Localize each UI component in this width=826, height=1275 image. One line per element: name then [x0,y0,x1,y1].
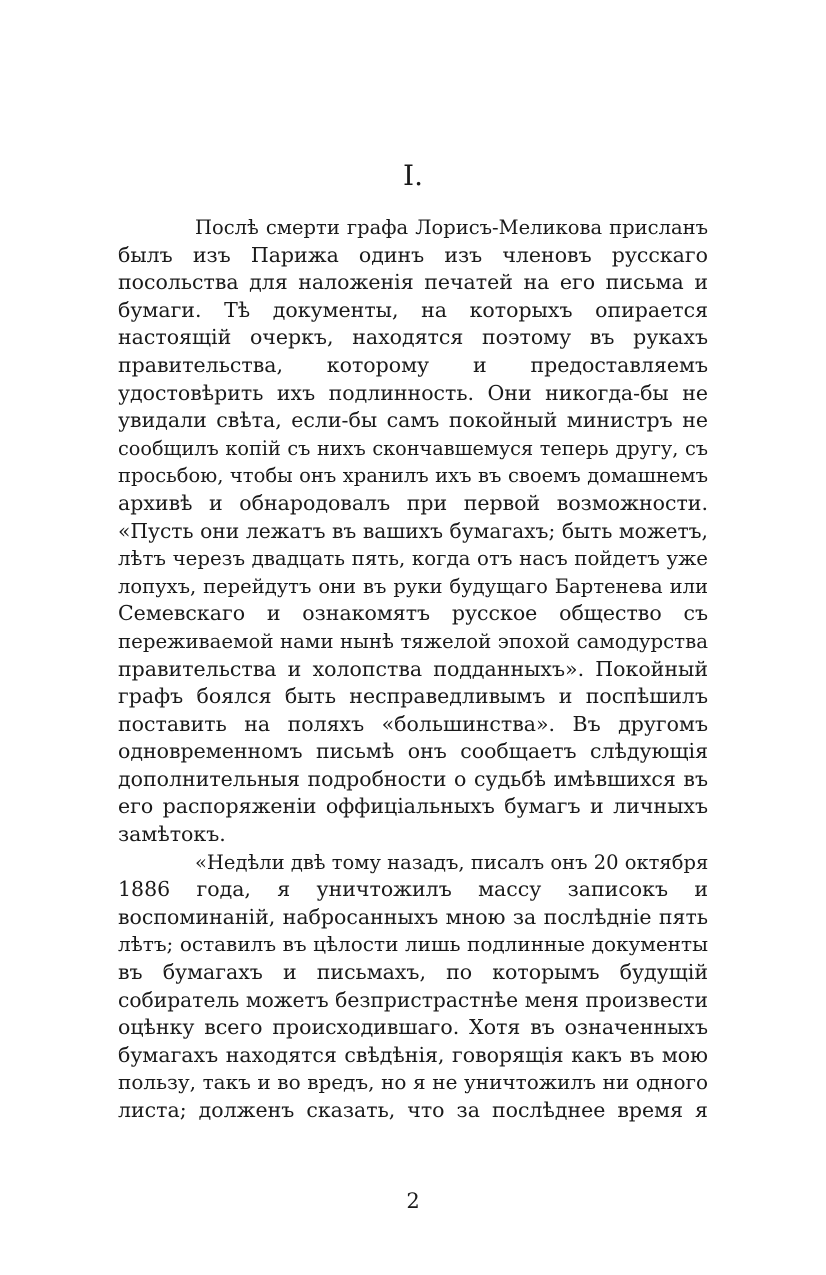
text-line: переживаемой нами нынѣ тяжелой эпохой самодурства [118,629,708,653]
text-line: Семевскаго и ознакомятъ русское общество съ [118,601,708,626]
text-line: поставить на поляхъ «большинства». Въ другомъ [118,711,708,736]
text-line: посольства для наложенія печатей на его письма и [118,270,708,295]
chapter-heading: I. [403,159,423,192]
text-line: 1886 года, я уничтожилъ массу записокъ и [118,877,708,902]
text-line: замѣтокъ. [118,822,226,847]
text-line: лопухъ, перейдутъ они въ руки будущаго Бартенева или [118,574,708,598]
text-line: лѣтъ черезъ двадцать пять, когда отъ насъ пойдетъ уже [118,547,708,571]
text-line: въ бумагахъ и письмахъ, по которымъ будущій [118,960,708,985]
text-line: Послѣ смерти графа Лорисъ-Меликова присланъ [195,216,708,239]
text-line: настоящій очеркъ, находятся поэтому въ рукахъ [118,325,708,350]
text-line: сообщилъ копій съ нихъ скончавшемуся теперь другу, съ [118,436,708,460]
text-line: просьбою, чтобы онъ хранилъ ихъ въ своемъ домашнемъ [118,464,708,488]
body-text [118,214,708,1125]
paragraph-2 [118,849,708,1125]
text-line: его распоряженіи оффиціальныхъ бумагъ и личныхъ [118,794,708,819]
text-line: «Недѣли двѣ тому назадъ, писалъ онъ 20 октября [195,850,709,874]
text-line: лѣтъ; оставилъ въ цѣлости лишь подлинные документы [118,932,708,957]
text-line: удостовѣрить ихъ подлинность. Они никогда-бы не [118,380,708,405]
text-line: бумаги. Тѣ документы, на которыхъ опирается [118,297,708,322]
text-line: оцѣнку всего происходившаго. Хотя въ означенныхъ [118,1015,708,1040]
text-line: правительства и холопства подданныхъ». Покойный [118,656,708,681]
text-line: правительства, которому и предоставляемъ [118,352,708,377]
text-line: увидали свѣта, если-бы самъ покойный министръ не [118,408,708,433]
text-line: пользу, такъ и во вредъ, но я не уничтожилъ ни одного [118,1070,708,1095]
text-line: дополнительныя подробности о судьбѣ имѣвшихся въ [118,766,708,791]
text-line: листа; долженъ сказать, что за послѣднее время я [118,1098,708,1122]
text-line: воспоминаній, набросанныхъ мною за послѣдніе пять [118,904,708,929]
page-number: 2 [406,1189,420,1213]
text-line: одновременномъ письмѣ онъ сообщаетъ слѣдующія [118,739,708,764]
text-line: бумагахъ находятся свѣдѣнія, говорящія какъ въ мою [118,1042,708,1067]
paragraph-1 [118,214,708,849]
text-line: былъ изъ Парижа одинъ изъ членовъ русскаго [118,242,708,267]
text-line: «Пусть они лежатъ въ вашихъ бумагахъ; быть можетъ, [118,518,708,543]
text-line: графъ боялся быть несправедливымъ и поспѣшилъ [118,684,708,709]
text-line: архивѣ и обнародовалъ при первой возможности. [118,490,708,515]
text-line: собиратель можетъ безпристрастнѣе меня произвести [118,987,708,1012]
